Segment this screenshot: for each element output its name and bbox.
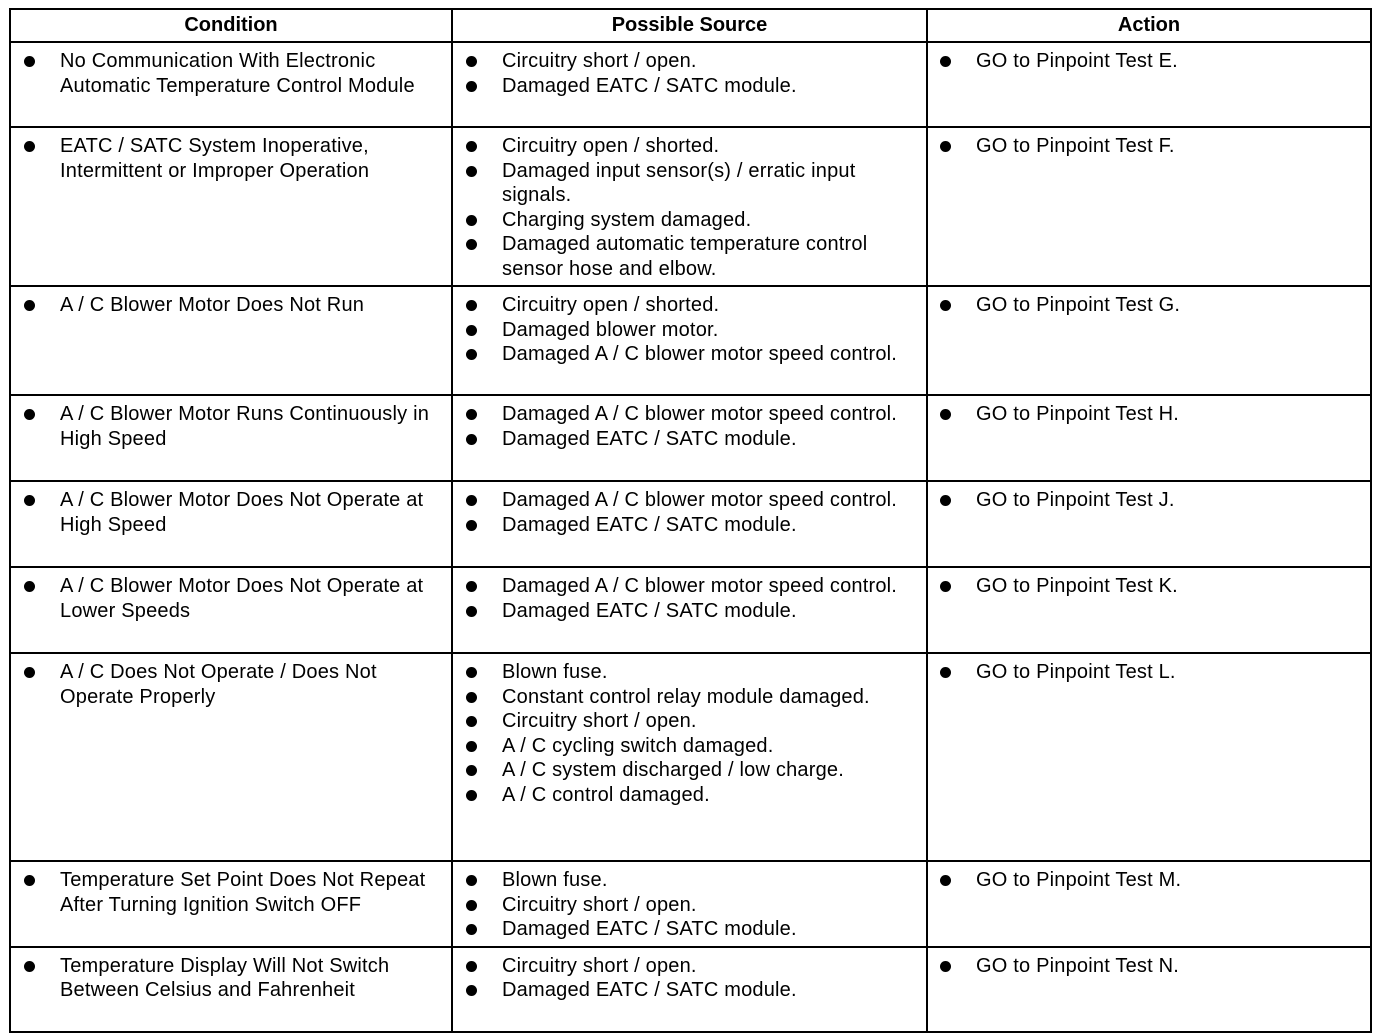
bullet-icon — [466, 215, 477, 226]
item-text: GO to Pinpoint Test K. — [976, 575, 1178, 597]
condition-cell — [10, 481, 452, 567]
bullet-list — [453, 482, 926, 541]
list-item — [11, 293, 447, 318]
bullet-icon — [466, 434, 477, 445]
bullet-list — [928, 43, 1370, 78]
bullet-icon — [466, 692, 477, 703]
bullet-icon — [940, 56, 951, 67]
item-text: A / C Blower Motor Runs Continuously in High Speed — [60, 403, 430, 450]
item-text: GO to Pinpoint Test F. — [976, 135, 1175, 157]
list-item — [453, 868, 922, 893]
bullet-list — [11, 396, 451, 455]
possible-source-cell — [452, 567, 927, 653]
list-item — [453, 978, 922, 1003]
list-item — [453, 49, 922, 74]
bullet-list — [928, 862, 1370, 897]
list-item — [928, 49, 1366, 74]
bullet-icon — [466, 741, 477, 752]
list-item — [11, 574, 447, 623]
table-row — [10, 42, 1371, 127]
item-text: Blown fuse. — [502, 869, 608, 891]
bullet-list — [11, 862, 451, 921]
list-item — [11, 49, 447, 98]
item-text: Constant control relay module damaged. — [502, 685, 870, 708]
list-item — [928, 574, 1366, 599]
bullet-icon — [466, 495, 477, 506]
condition-cell — [10, 861, 452, 947]
item-text: A / C Blower Motor Does Not Operate at High Speed — [60, 489, 424, 536]
bullet-icon — [466, 900, 477, 911]
bullet-icon — [466, 581, 477, 592]
item-text: Damaged input sensor(s) / erratic input signals. — [502, 159, 856, 206]
bullet-icon — [466, 716, 477, 727]
item-text: Damaged EATC / SATC module. — [502, 599, 797, 622]
list-item — [928, 134, 1366, 159]
action-cell — [927, 286, 1371, 395]
list-item — [928, 293, 1366, 318]
table-row — [10, 286, 1371, 395]
item-text: Circuitry short / open. — [502, 50, 697, 72]
bullet-list — [11, 948, 451, 1007]
action-cell — [927, 653, 1371, 861]
item-text: Damaged A / C blower motor speed control. — [502, 343, 898, 365]
bullet-icon — [466, 961, 477, 972]
list-item — [11, 660, 447, 709]
item-text: Circuitry open / shorted. — [502, 135, 720, 157]
possible-source-cell — [452, 286, 927, 395]
bullet-icon — [466, 166, 477, 177]
list-item — [928, 488, 1366, 513]
bullet-icon — [940, 300, 951, 311]
bullet-icon — [466, 141, 477, 152]
list-item — [453, 513, 922, 538]
list-item — [11, 954, 447, 1003]
list-item — [453, 917, 922, 942]
item-text: No Communication With Electronic Automatic Temperature Control Module — [60, 50, 415, 97]
action-cell — [927, 127, 1371, 286]
possible-source-cell — [452, 42, 927, 127]
list-item — [453, 893, 922, 918]
table-row — [10, 395, 1371, 481]
bullet-list — [453, 568, 926, 627]
bullet-icon — [466, 409, 477, 420]
bullet-icon — [940, 875, 951, 886]
list-item — [453, 783, 922, 808]
list-item — [453, 660, 922, 685]
bullet-icon — [940, 581, 951, 592]
list-item — [453, 709, 922, 734]
list-item — [928, 402, 1366, 427]
list-item — [453, 427, 922, 452]
item-text: EATC / SATC System Inoperative, Intermittent or Improper Operation — [60, 135, 370, 182]
header-row — [10, 9, 1371, 42]
condition-cell — [10, 395, 452, 481]
diagnosis-table — [9, 8, 1372, 1033]
bullet-icon — [466, 875, 477, 886]
bullet-icon — [24, 409, 35, 420]
action-cell — [927, 42, 1371, 127]
list-item — [453, 574, 922, 599]
item-text: Circuitry short / open. — [502, 710, 697, 732]
table-row — [10, 481, 1371, 567]
bullet-icon — [940, 495, 951, 506]
condition-cell — [10, 42, 452, 127]
bullet-list — [453, 948, 926, 1007]
bullet-icon — [24, 667, 35, 678]
table-row — [10, 653, 1371, 861]
bullet-list — [453, 862, 926, 946]
bullet-icon — [24, 961, 35, 972]
list-item — [453, 342, 922, 367]
item-text: Damaged EATC / SATC module. — [502, 979, 797, 1001]
bullet-list — [11, 128, 451, 187]
item-text: Circuitry short / open. — [502, 893, 697, 916]
bullet-list — [11, 287, 451, 322]
header-action: Action — [927, 9, 1371, 42]
bullet-icon — [466, 765, 477, 776]
item-text: Damaged EATC / SATC module. — [502, 427, 797, 450]
bullet-icon — [466, 667, 477, 678]
bullet-icon — [466, 520, 477, 531]
bullet-list — [11, 568, 451, 627]
table-row — [10, 861, 1371, 947]
item-text: GO to Pinpoint Test M. — [976, 869, 1182, 891]
item-text: Damaged EATC / SATC module. — [502, 74, 797, 97]
item-text: Damaged A / C blower motor speed control. — [502, 403, 898, 425]
item-text: A / C Blower Motor Does Not Operate at Lower Speeds — [60, 575, 424, 622]
item-text: Damaged blower motor. — [502, 318, 719, 341]
bullet-icon — [940, 409, 951, 420]
list-item — [11, 868, 447, 917]
list-item — [453, 293, 922, 318]
bullet-list — [928, 396, 1370, 431]
item-text: Temperature Display Will Not Switch Between Celsius and Fahrenheit — [60, 954, 390, 1001]
header-possible-source: Possible Source — [452, 9, 927, 42]
list-item — [453, 685, 922, 710]
item-text: A / C control damaged. — [502, 783, 710, 806]
bullet-icon — [940, 961, 951, 972]
condition-cell — [10, 947, 452, 1032]
list-item — [453, 159, 922, 208]
possible-source-cell — [452, 861, 927, 947]
list-item — [453, 758, 922, 783]
action-cell — [927, 567, 1371, 653]
bullet-icon — [466, 606, 477, 617]
bullet-list — [11, 482, 451, 541]
bullet-icon — [466, 924, 477, 935]
list-item — [928, 660, 1366, 685]
bullet-icon — [466, 985, 477, 996]
item-text: A / C system discharged / low charge. — [502, 759, 844, 781]
bullet-icon — [466, 325, 477, 336]
item-text: A / C Blower Motor Does Not Run — [60, 294, 365, 316]
list-item — [453, 599, 922, 624]
item-text: GO to Pinpoint Test N. — [976, 954, 1180, 977]
item-text: A / C Does Not Operate / Does Not Operate Properly — [60, 661, 377, 708]
action-cell — [927, 861, 1371, 947]
bullet-list — [453, 43, 926, 102]
list-item — [453, 134, 922, 159]
list-item — [453, 74, 922, 99]
action-cell — [927, 947, 1371, 1032]
bullet-icon — [466, 790, 477, 801]
bullet-icon — [24, 300, 35, 311]
table-row — [10, 567, 1371, 653]
bullet-icon — [466, 239, 477, 250]
item-text: GO to Pinpoint Test H. — [976, 403, 1180, 425]
item-text: Damaged A / C blower motor speed control. — [502, 489, 898, 511]
item-text: A / C cycling switch damaged. — [502, 734, 774, 757]
bullet-list — [928, 948, 1370, 983]
list-item — [453, 318, 922, 343]
bullet-icon — [24, 581, 35, 592]
item-text: Circuitry open / shorted. — [502, 294, 720, 316]
item-text: Circuitry short / open. — [502, 954, 697, 977]
bullet-icon — [24, 141, 35, 152]
bullet-icon — [466, 349, 477, 360]
bullet-icon — [940, 141, 951, 152]
bullet-list — [11, 43, 451, 102]
condition-cell — [10, 567, 452, 653]
bullet-icon — [24, 495, 35, 506]
bullet-icon — [940, 667, 951, 678]
list-item — [928, 868, 1366, 893]
bullet-icon — [466, 81, 477, 92]
item-text: Damaged automatic temperature control sensor hose and elbow. — [502, 233, 868, 280]
action-cell — [927, 481, 1371, 567]
condition-cell — [10, 653, 452, 861]
bullet-list — [453, 287, 926, 371]
item-text: GO to Pinpoint Test E. — [976, 50, 1178, 72]
condition-cell — [10, 286, 452, 395]
item-text: GO to Pinpoint Test L. — [976, 661, 1176, 683]
list-item — [453, 208, 922, 233]
bullet-list — [928, 654, 1370, 689]
item-text: Temperature Set Point Does Not Repeat After Turning Ignition Switch OFF — [60, 869, 426, 916]
list-item — [11, 402, 447, 451]
bullet-list — [928, 287, 1370, 322]
bullet-icon — [466, 300, 477, 311]
item-text: GO to Pinpoint Test G. — [976, 294, 1181, 316]
list-item — [453, 954, 922, 979]
table-row — [10, 947, 1371, 1032]
possible-source-cell — [452, 653, 927, 861]
list-item — [453, 734, 922, 759]
bullet-list — [928, 128, 1370, 163]
table-row — [10, 127, 1371, 286]
possible-source-cell — [452, 947, 927, 1032]
bullet-icon — [466, 56, 477, 67]
action-cell — [927, 395, 1371, 481]
item-text: Charging system damaged. — [502, 208, 752, 231]
bullet-list — [453, 654, 926, 811]
list-item — [453, 402, 922, 427]
bullet-list — [453, 396, 926, 455]
header-condition: Condition — [10, 9, 452, 42]
item-text: Blown fuse. — [502, 661, 608, 683]
bullet-icon — [24, 56, 35, 67]
item-text: GO to Pinpoint Test J. — [976, 489, 1175, 511]
list-item — [928, 954, 1366, 979]
list-item — [11, 488, 447, 537]
list-item — [11, 134, 447, 183]
bullet-list — [453, 128, 926, 285]
condition-cell — [10, 127, 452, 286]
bullet-list — [928, 482, 1370, 517]
item-text: Damaged EATC / SATC module. — [502, 918, 797, 940]
possible-source-cell — [452, 395, 927, 481]
possible-source-cell — [452, 481, 927, 567]
bullet-icon — [24, 875, 35, 886]
item-text: Damaged EATC / SATC module. — [502, 513, 797, 536]
item-text: Damaged A / C blower motor speed control. — [502, 575, 898, 597]
list-item — [453, 488, 922, 513]
bullet-list — [928, 568, 1370, 603]
list-item — [453, 232, 922, 281]
bullet-list — [11, 654, 451, 713]
possible-source-cell — [452, 127, 927, 286]
